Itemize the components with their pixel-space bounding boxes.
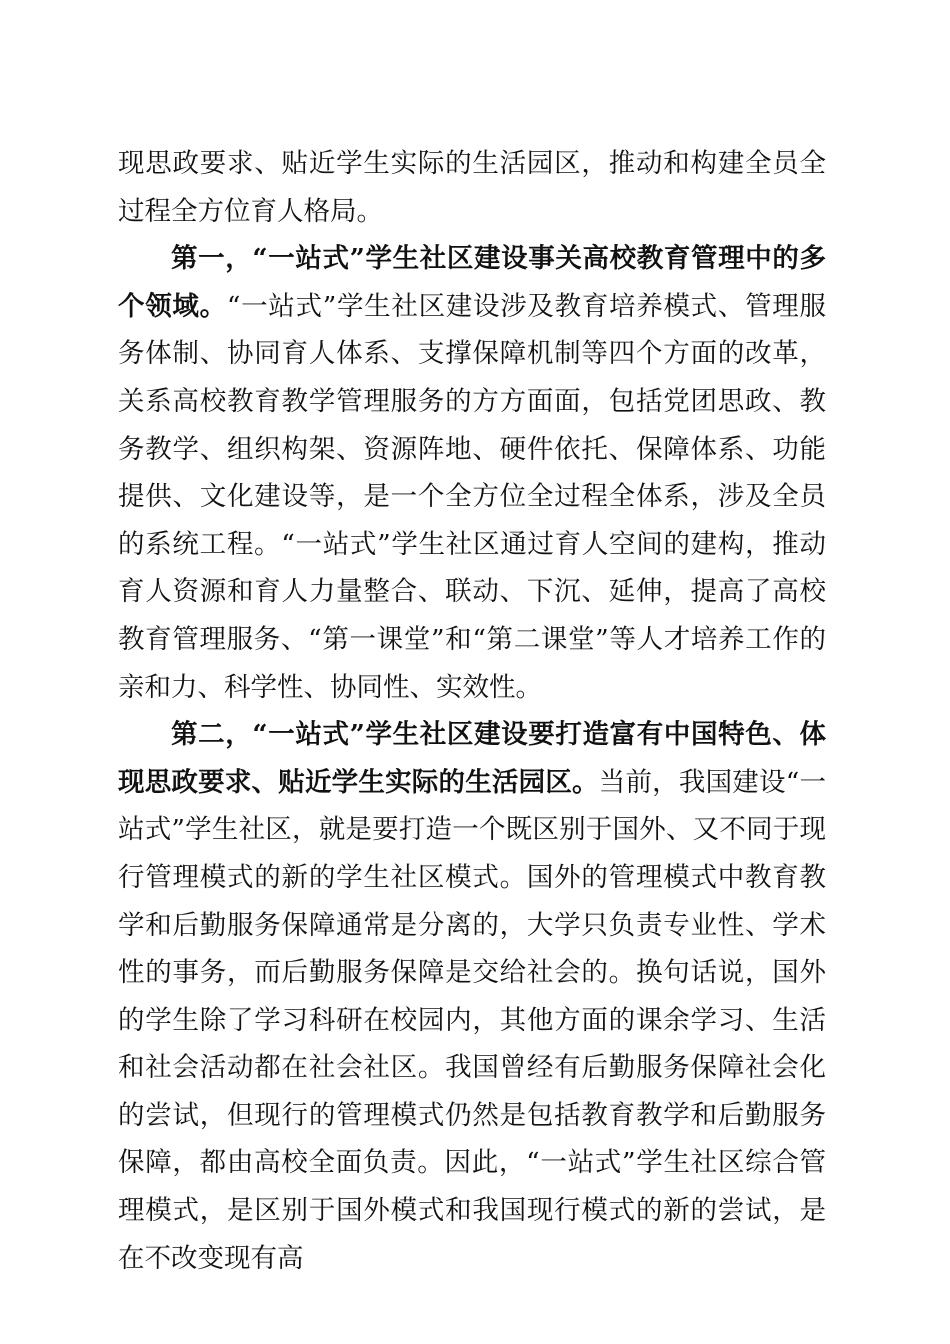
paragraph-first-point [118, 235, 826, 711]
paragraph-continuation [118, 140, 826, 235]
paragraph-second-point [118, 711, 826, 1282]
document-page [118, 140, 826, 1282]
paragraph-body: “一站式”学生社区建设涉及教育培养模式、管理服务体制、协同育人体系、支撑保障机制等四个方面的改革，关系高校教育教学管理服务的方方面面，包括党团思政、教务教学、组织构架、资源阵地、硬件依托、保障体系、功能提供、文化建设等，是一个全方位全过程全体系，涉及全员的系统工程。“一站式”学生社区通过育人空间的建构，推动育人资源和育人力量整合、联动、下沉、延伸，提高了高校教育管理服务、“第一课堂”和“第二课堂”等人才培养工作的亲和力、科学性、协同性、实效性。 [118, 290, 826, 703]
paragraph-lead-sentence: 第一，“一站式”学生社区建设事关高校教育管理中的多个领域。 [118, 243, 826, 322]
paragraph-body: 当前，我国建设“一站式”学生社区，就是要打造一个既区别于国外、又不同于现行管理模式的新的学生社区模式。国外的管理模式中教育教学和后勤服务保障通常是分离的，大学只负责专业性、学术性的事务，而后勤服务保障是交给社会的。换句话说，国外的学生除了学习科研在校园内，其他方面的课余学习、生活和社会活动都在社会社区。我国曾经有后勤服务保障社会化的尝试，但现行的管理模式仍然是包括教育教学和后勤服务保障，都由高校全面负责。因此，“一站式”学生社区综合管理模式，是区别于国外模式和我国现行模式的新的尝试，是在不改变现有高 [118, 766, 826, 1274]
paragraph-lead-sentence: 第二，“一站式”学生社区建设要打造富有中国特色、体现思政要求、贴近学生实际的生活园区。 [118, 719, 826, 798]
paragraph-body: 现思政要求、贴近学生实际的生活园区，推动和构建全员全过程全方位育人格局。 [118, 148, 826, 227]
